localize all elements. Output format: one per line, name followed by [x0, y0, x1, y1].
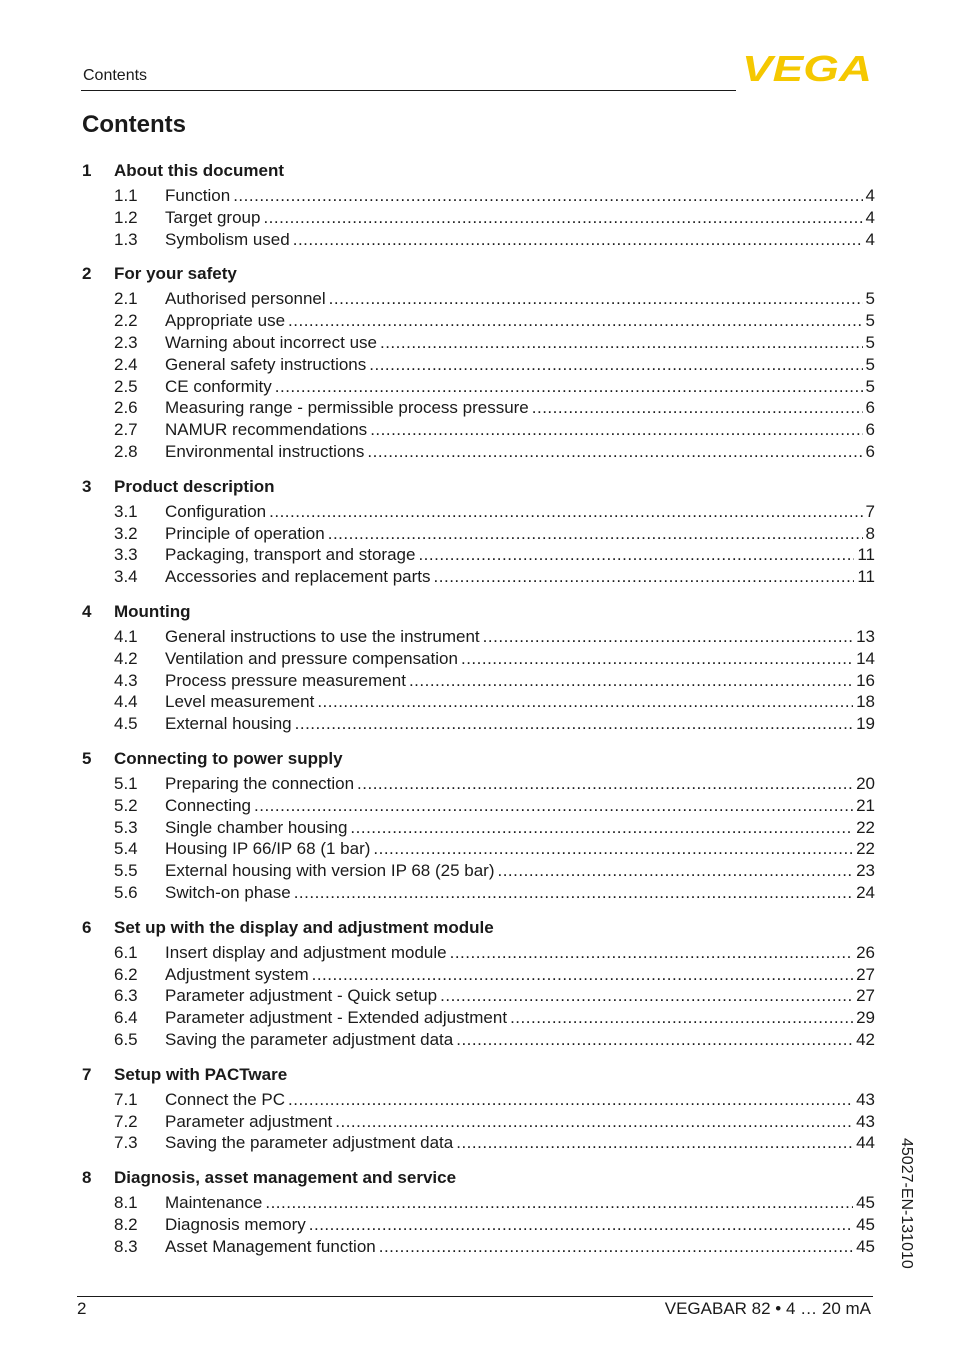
toc-leader-dots	[312, 964, 853, 986]
toc-entry[interactable]	[82, 288, 875, 310]
toc-entry-page: 45	[856, 1236, 875, 1256]
toc-entry-title: Process pressure measurement	[165, 670, 406, 690]
toc-chapter-number: 5	[82, 748, 92, 768]
toc-leader-dots	[483, 626, 853, 648]
footer-product: VEGABAR 82 • 4 … 20 mA	[664, 1299, 871, 1318]
toc-entry-title: Accessories and replacement parts	[165, 567, 431, 587]
toc-chapter-title: About this document	[114, 161, 284, 180]
toc-entry-number: 4.3	[114, 670, 138, 690]
running-head: Contents	[83, 67, 148, 84]
toc-entry-number: 2.7	[114, 420, 138, 440]
toc-entry[interactable]	[82, 441, 875, 463]
toc-chapter-heading[interactable]	[82, 160, 875, 182]
toc-chapter-number: 8	[82, 1168, 92, 1188]
toc-chapter-title: Diagnosis, asset management and service	[114, 1168, 457, 1188]
toc-entry[interactable]	[82, 419, 875, 441]
table-of-contents	[82, 160, 875, 1270]
toc-entry-number: 3.2	[114, 523, 138, 543]
toc-entry-title: Parameter adjustment	[165, 1111, 333, 1131]
toc-entry[interactable]	[82, 376, 875, 398]
toc-leader-dots	[456, 1132, 853, 1154]
toc-entry-title: Saving the parameter adjustment data	[165, 1133, 454, 1153]
toc-entry-title: Appropriate use	[165, 311, 286, 331]
toc-chapter-title: Mounting	[114, 601, 191, 621]
toc-entry-number: 1.2	[114, 207, 138, 227]
toc-entry[interactable]	[82, 626, 875, 648]
toc-entry-page: 29	[856, 1008, 875, 1028]
toc-entry-number: 5.2	[114, 795, 138, 815]
toc-entry-page: 20	[856, 773, 875, 793]
toc-leader-dots	[369, 354, 862, 376]
toc-leader-dots	[293, 229, 863, 251]
toc-entry-page: 43	[856, 1111, 875, 1131]
toc-entry[interactable]	[82, 773, 875, 795]
toc-leader-dots	[440, 985, 853, 1007]
toc-chapter-number: 2	[82, 264, 92, 284]
toc-chapter	[82, 917, 875, 1051]
toc-entry-title: Maintenance	[165, 1193, 263, 1213]
toc-entry[interactable]	[82, 185, 875, 207]
toc-leader-dots	[233, 185, 862, 207]
toc-entry-title: Target group	[165, 207, 261, 227]
toc-leader-dots	[510, 1007, 853, 1029]
toc-entry[interactable]	[82, 1132, 875, 1154]
document-code: 45027-EN-131010	[898, 1138, 915, 1269]
toc-chapter-heading[interactable]	[82, 1064, 875, 1086]
toc-entry[interactable]	[82, 354, 875, 376]
toc-entry[interactable]	[82, 942, 875, 964]
logo-text: VEGA	[742, 52, 872, 84]
toc-entry-title: Principle of operation	[165, 523, 325, 543]
toc-entry[interactable]	[82, 860, 875, 882]
toc-entry[interactable]	[82, 544, 875, 566]
toc-leader-dots	[275, 376, 863, 398]
toc-entry-page: 4	[865, 229, 875, 249]
toc-leader-dots	[288, 1089, 853, 1111]
toc-entry-title: General instructions to use the instrument	[165, 626, 480, 646]
toc-entry-number: 4.5	[114, 714, 138, 734]
toc-chapter-title: Set up with the display and adjustment module	[114, 917, 494, 937]
toc-entry[interactable]	[82, 817, 875, 839]
toc-entry-page: 21	[856, 795, 875, 815]
toc-leader-dots	[317, 691, 853, 713]
toc-entry[interactable]	[82, 964, 875, 986]
toc-leader-dots	[350, 817, 853, 839]
toc-entry-title: Level measurement	[165, 692, 315, 712]
toc-entry-title: CE conformity	[165, 376, 272, 396]
toc-leader-dots	[434, 566, 855, 588]
toc-entry-number: 5.4	[114, 839, 138, 859]
toc-chapter-heading[interactable]	[82, 476, 875, 498]
toc-entry-title: Insert display and adjustment module	[165, 942, 447, 962]
toc-entry-number: 6.1	[114, 942, 138, 962]
toc-entry-page: 4	[865, 207, 875, 227]
toc-entry-number: 5.5	[114, 861, 138, 881]
toc-entry-page: 22	[856, 817, 875, 837]
toc-entry-title: Preparing the connection	[165, 773, 355, 793]
toc-entry-number: 2.2	[114, 311, 138, 331]
toc-chapter-number: 7	[82, 1064, 92, 1084]
toc-leader-dots	[288, 310, 863, 332]
toc-entry-number: 6.5	[114, 1029, 138, 1049]
toc-entry-number: 5.1	[114, 773, 138, 793]
toc-chapter	[82, 1064, 875, 1154]
toc-leader-dots	[373, 838, 853, 860]
toc-entry-number: 7.1	[114, 1089, 138, 1109]
toc-chapter-number: 6	[82, 917, 92, 937]
toc-entry-number: 2.3	[114, 332, 138, 352]
toc-entry-number: 3.1	[114, 501, 138, 521]
toc-leader-dots	[254, 795, 853, 817]
vega-logo	[742, 52, 872, 84]
toc-entry-title: Housing IP 66/IP 68 (1 bar)	[165, 839, 371, 859]
toc-entry-title: Configuration	[165, 501, 267, 521]
toc-chapter	[82, 601, 875, 735]
toc-entry-page: 19	[856, 714, 875, 734]
toc-entry-number: 7.2	[114, 1111, 138, 1131]
toc-entry-title: Symbolism used	[165, 229, 290, 249]
toc-entry[interactable]	[82, 691, 875, 713]
toc-entry-number: 2.8	[114, 441, 138, 461]
toc-entry[interactable]	[82, 795, 875, 817]
toc-entry-number: 1.3	[114, 229, 138, 249]
toc-entry-page: 13	[856, 626, 875, 646]
toc-leader-dots	[335, 1111, 853, 1133]
toc-entry-number: 7.3	[114, 1133, 138, 1153]
toc-entry-number: 4.4	[114, 692, 138, 712]
toc-entry[interactable]	[82, 1029, 875, 1051]
toc-chapter-number: 1	[82, 161, 92, 180]
toc-entry-title: External housing	[165, 714, 292, 734]
toc-chapter-heading[interactable]	[82, 1167, 875, 1189]
toc-entry[interactable]	[82, 882, 875, 904]
toc-entry-title: Diagnosis memory	[165, 1214, 306, 1234]
toc-leader-dots	[263, 207, 862, 229]
toc-entry-title: Parameter adjustment - Extended adjustment	[165, 1008, 508, 1028]
toc-chapter	[82, 160, 875, 250]
toc-entry[interactable]	[82, 523, 875, 545]
toc-leader-dots	[357, 773, 853, 795]
toc-entry-title: Function	[165, 186, 231, 205]
toc-leader-dots	[269, 501, 862, 523]
toc-chapter	[82, 476, 875, 588]
toc-entry-title: Measuring range - permissible process pressure	[165, 398, 529, 418]
toc-chapter-title: Setup with PACTware	[114, 1064, 288, 1084]
toc-entry-page: 5	[865, 289, 875, 309]
toc-entry-page: 6	[865, 420, 875, 440]
toc-entry[interactable]	[82, 566, 875, 588]
toc-entry[interactable]	[82, 501, 875, 523]
toc-leader-dots	[328, 523, 863, 545]
toc-entry-title: Parameter adjustment - Quick setup	[165, 986, 438, 1006]
footer-page-number: 2	[77, 1299, 87, 1318]
toc-leader-dots	[418, 544, 854, 566]
toc-chapter-heading[interactable]	[82, 748, 875, 770]
toc-entry-title: External housing with version IP 68 (25 bar)	[165, 861, 495, 881]
toc-entry-page: 42	[856, 1029, 875, 1049]
toc-entry-number: 5.6	[114, 882, 138, 902]
toc-leader-dots	[456, 1029, 853, 1051]
toc-entry[interactable]	[82, 332, 875, 354]
toc-entry-page: 4	[865, 186, 875, 205]
toc-entry-title: Connect the PC	[165, 1089, 286, 1109]
toc-entry-title: Asset Management function	[165, 1236, 376, 1256]
toc-entry-title: Switch-on phase	[165, 882, 291, 902]
toc-entry-page: 43	[856, 1089, 875, 1109]
toc-entry[interactable]	[82, 207, 875, 229]
toc-entry-title: General safety instructions	[165, 354, 367, 374]
toc-chapter-title: Connecting to power supply	[114, 748, 343, 768]
toc-entry-number: 6.4	[114, 1008, 138, 1028]
toc-chapter-title: Product description	[114, 476, 275, 496]
toc-entry-page: 14	[856, 648, 875, 668]
toc-entry[interactable]	[82, 229, 875, 251]
toc-entry-page: 11	[857, 567, 875, 587]
toc-entry-number: 3.3	[114, 545, 138, 565]
toc-leader-dots	[461, 648, 853, 670]
toc-chapter	[82, 263, 875, 462]
toc-entry-number: 2.6	[114, 398, 138, 418]
toc-chapter-heading[interactable]	[82, 263, 875, 285]
toc-entry-number: 4.1	[114, 626, 138, 646]
toc-leader-dots	[380, 332, 863, 354]
toc-entry-number: 6.3	[114, 986, 138, 1006]
toc-entry-title: Connecting	[165, 795, 252, 815]
toc-entry-number: 2.5	[114, 376, 138, 396]
toc-entry-page: 24	[856, 882, 875, 902]
toc-entry[interactable]	[82, 397, 875, 419]
toc-entry[interactable]	[82, 670, 875, 692]
toc-entry-page: 5	[865, 332, 875, 352]
toc-entry[interactable]	[82, 1111, 875, 1133]
toc-entry-page: 8	[865, 523, 875, 543]
toc-leader-dots	[450, 942, 853, 964]
footer-rule	[77, 1296, 873, 1297]
toc-entry-page: 6	[865, 398, 875, 418]
toc-entry-page: 5	[865, 354, 875, 374]
toc-entry-title: Packaging, transport and storage	[165, 545, 416, 565]
toc-entry-page: 27	[856, 986, 875, 1006]
toc-chapter	[82, 1167, 875, 1257]
toc-entry-title: Adjustment system	[165, 964, 309, 984]
toc-entry[interactable]	[82, 1192, 875, 1214]
toc-leader-dots	[370, 419, 862, 441]
page-title: Contents	[82, 111, 186, 138]
toc-entry-page: 23	[856, 861, 875, 881]
toc-entry-page: 11	[857, 545, 875, 565]
toc-entry-number: 8.3	[114, 1236, 138, 1256]
toc-entry-number: 2.4	[114, 354, 138, 374]
toc-entry-number: 4.2	[114, 648, 138, 668]
toc-leader-dots	[265, 1192, 853, 1214]
toc-entry-page: 7	[865, 501, 875, 521]
toc-entry-page: 16	[856, 670, 875, 690]
toc-entry-page: 45	[856, 1214, 875, 1234]
toc-entry-page: 27	[856, 964, 875, 984]
toc-entry-page: 6	[865, 441, 875, 461]
toc-entry-title: Saving the parameter adjustment data	[165, 1029, 454, 1049]
toc-entry-page: 18	[856, 692, 875, 712]
toc-entry[interactable]	[82, 985, 875, 1007]
toc-leader-dots	[367, 441, 862, 463]
toc-leader-dots	[532, 397, 863, 419]
toc-entry-page: 26	[856, 942, 875, 962]
toc-chapter-number: 4	[82, 601, 92, 621]
toc-entry[interactable]	[82, 838, 875, 860]
toc-entry-page: 5	[865, 376, 875, 396]
toc-entry-number: 6.2	[114, 964, 138, 984]
toc-entry-page: 22	[856, 839, 875, 859]
toc-entry-title: Authorised personnel	[165, 289, 326, 309]
toc-entry[interactable]	[82, 310, 875, 332]
toc-entry-number: 2.1	[114, 289, 138, 309]
toc-chapter-number: 3	[82, 476, 92, 496]
toc-leader-dots	[329, 288, 863, 310]
toc-entry-title: NAMUR recommendations	[165, 420, 368, 440]
toc-entry-page: 5	[865, 311, 875, 331]
toc-leader-dots	[295, 713, 853, 735]
toc-chapter	[82, 748, 875, 904]
toc-entry[interactable]	[82, 1236, 875, 1258]
toc-leader-dots	[294, 882, 853, 904]
toc-entry-title: Warning about incorrect use	[165, 332, 377, 352]
toc-chapter-title: For your safety	[114, 264, 237, 284]
toc-entry-number: 8.2	[114, 1214, 138, 1234]
toc-leader-dots	[497, 860, 853, 882]
toc-entry-page: 44	[856, 1133, 875, 1153]
toc-entry-title: Environmental instructions	[165, 441, 365, 461]
toc-leader-dots	[379, 1236, 853, 1258]
toc-entry[interactable]	[82, 648, 875, 670]
toc-entry-number: 5.3	[114, 817, 138, 837]
toc-entry[interactable]	[82, 1089, 875, 1111]
toc-chapter-heading[interactable]	[82, 601, 875, 623]
header-rule	[81, 90, 736, 91]
toc-entry-page: 45	[856, 1193, 875, 1213]
toc-leader-dots	[309, 1214, 853, 1236]
toc-entry[interactable]	[82, 1007, 875, 1029]
toc-entry[interactable]	[82, 1214, 875, 1236]
toc-leader-dots	[409, 670, 853, 692]
toc-entry-number: 1.1	[114, 186, 138, 205]
toc-entry[interactable]	[82, 713, 875, 735]
toc-entry-title: Ventilation and pressure compensation	[165, 648, 458, 668]
toc-chapter-heading[interactable]	[82, 917, 875, 939]
toc-entry-number: 3.4	[114, 567, 138, 587]
toc-entry-number: 8.1	[114, 1193, 138, 1213]
toc-entry-title: Single chamber housing	[165, 817, 348, 837]
